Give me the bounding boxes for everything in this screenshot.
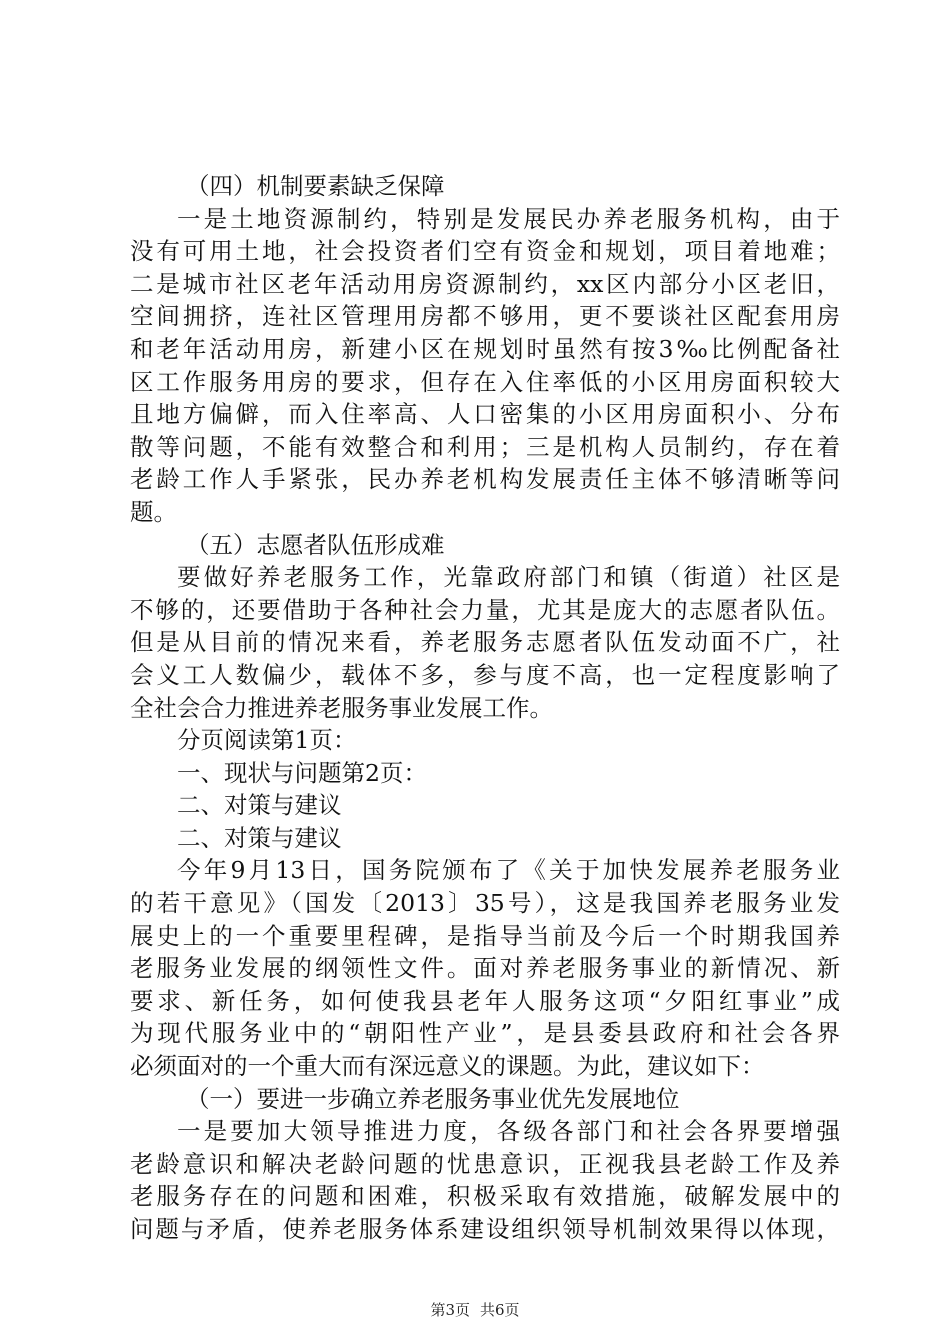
paragraph-line: 一是要加大领导推进力度，各级各部门和社会各界要增强 bbox=[177, 1117, 840, 1146]
paragraph-line: 老服务业发展的纲领性文件。面对养老服务事业的新情况、新 bbox=[130, 954, 840, 983]
section-heading-priority: （一）要进一步确立养老服务事业优先发展地位 bbox=[186, 1084, 680, 1113]
paragraph-line: 会义工人数偏少，载体不多，参与度不高，也一定程度影响了 bbox=[130, 660, 840, 689]
paragraph-line: 老龄意识和解决老龄问题的忧患意识，正视我县老龄工作及养 bbox=[130, 1149, 840, 1178]
paragraph-line: 为现代服务业中的“朝阳性产业”，是县委县政府和社会各界 bbox=[130, 1019, 840, 1048]
pagination-item-line: 二、对策与建议 bbox=[177, 791, 342, 820]
pagination-page2-line: 一、现状与问题第2页： bbox=[177, 758, 427, 787]
paragraph-line: 没有可用土地，社会投资者们空有资金和规划，项目着地难； bbox=[130, 237, 840, 266]
paragraph-line: 一是土地资源制约，特别是发展民办养老服务机构，由于 bbox=[177, 204, 840, 233]
paragraph-line: 不够的，还要借助于各种社会力量，尤其是庞大的志愿者队伍。 bbox=[130, 595, 840, 624]
paragraph-line: 老龄工作人手紧张，民办养老机构发展责任主体不够清晰等问 bbox=[130, 465, 840, 494]
paragraph-line: 要做好养老服务工作，光靠政府部门和镇（街道）社区是 bbox=[177, 563, 840, 592]
document-body bbox=[130, 170, 840, 1246]
paragraph-line: 全社会合力推进养老服务事业发展工作。 bbox=[130, 693, 553, 722]
paragraph-line: 但是从目前的情况来看，养老服务志愿者队伍发动面不广，社 bbox=[130, 628, 840, 657]
page-total: 共6页 bbox=[480, 1301, 520, 1319]
paragraph-line: 空间拥挤，连社区管理用房都不够用，更不要谈社区配套用房 bbox=[130, 302, 840, 331]
paragraph-line: 散等问题，不能有效整合和利用；三是机构人员制约，存在着 bbox=[130, 432, 840, 461]
paragraph-line: 区工作服务用房的要求，但存在入住率低的小区用房面积较大 bbox=[130, 367, 840, 396]
paragraph-line: 必须面对的一个重大而有深远意义的课题。为此，建议如下： bbox=[130, 1052, 765, 1081]
page-footer bbox=[0, 1300, 950, 1320]
section-heading-countermeasures: 二、对策与建议 bbox=[177, 823, 342, 852]
paragraph-line: 和老年活动用房，新建小区在规划时虽然有按3‰比例配备社 bbox=[130, 334, 840, 363]
paragraph-line: 的若干意见》（国发〔2013〕35号），这是我国养老服务业发 bbox=[130, 889, 840, 918]
paragraph-line: 展史上的一个重要里程碑，是指导当前及今后一个时期我国养 bbox=[130, 921, 840, 950]
paragraph-line: 题。 bbox=[130, 497, 177, 526]
paragraph-line: 且地方偏僻，而入住率高、人口密集的小区用房面积小、分布 bbox=[130, 400, 840, 429]
paragraph-line: 问题与矛盾，使养老服务体系建设组织领导机制效果得以体现， bbox=[130, 1215, 840, 1243]
paragraph-line: 今年9月13日，国务院颁布了《关于加快发展养老服务业 bbox=[177, 856, 840, 885]
page-number: 第3页 bbox=[430, 1301, 470, 1319]
paragraph-line: 二是城市社区老年活动用房资源制约，xx区内部分小区老旧， bbox=[130, 269, 840, 298]
section-heading-mechanism: （四）机制要素缺乏保障 bbox=[186, 172, 445, 200]
section-heading-volunteers: （五）志愿者队伍形成难 bbox=[186, 530, 445, 559]
paragraph-line: 要求、新任务，如何使我县老年人服务这项“夕阳红事业”成 bbox=[130, 986, 840, 1015]
pagination-read-line: 分页阅读第1页： bbox=[177, 726, 357, 755]
paragraph-line: 老服务存在的问题和困难，积极采取有效措施，破解发展中的 bbox=[130, 1182, 840, 1211]
